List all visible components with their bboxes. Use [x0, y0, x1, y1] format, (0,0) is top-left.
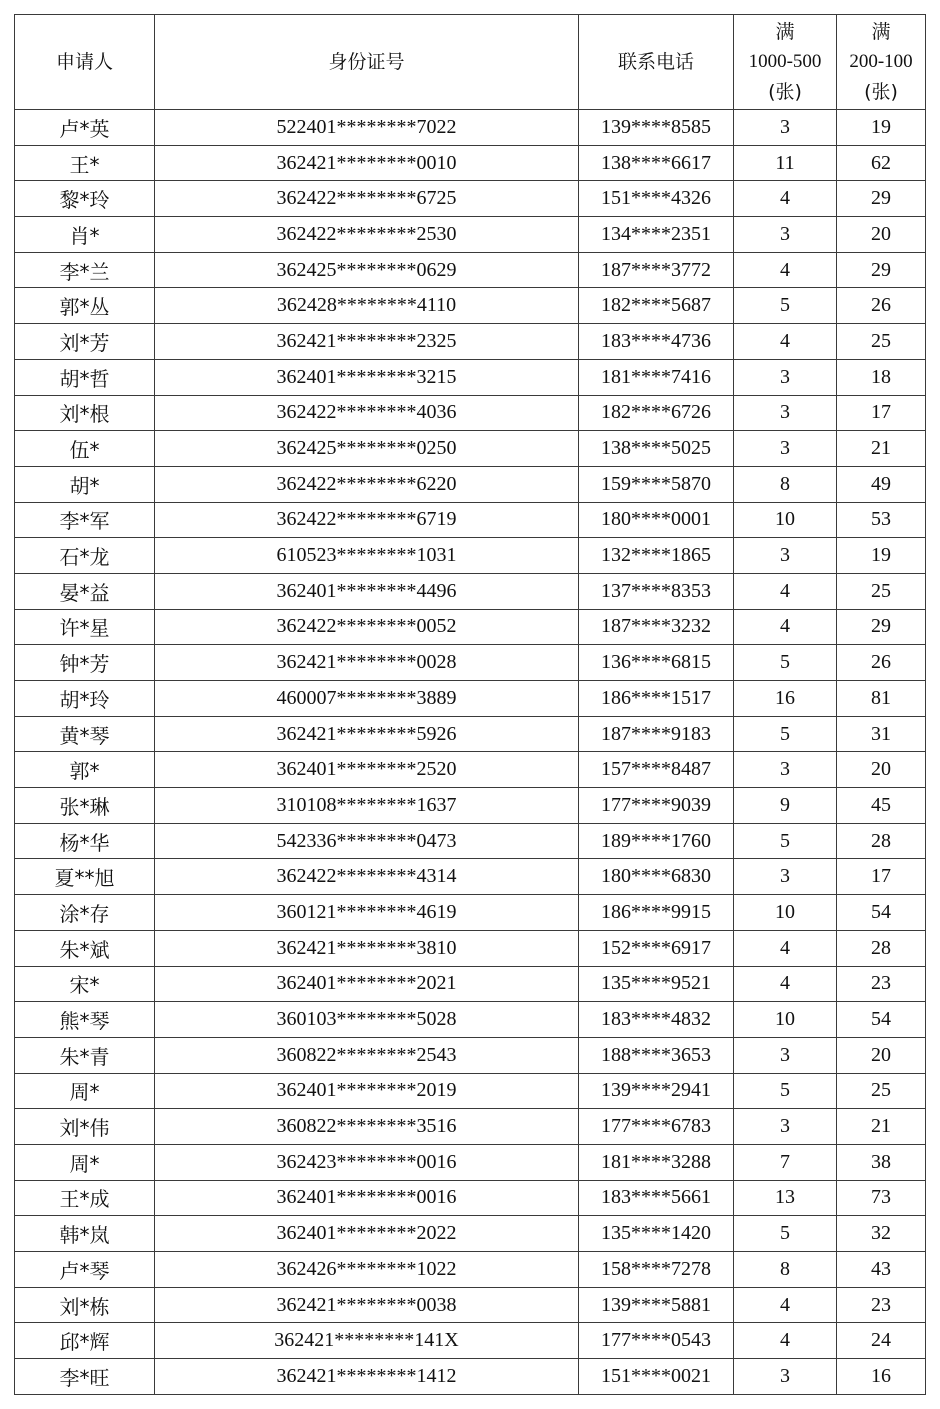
- phone-cell: 189****1760: [579, 823, 734, 859]
- coupon-1000-500-count-cell: 4: [734, 1287, 837, 1323]
- coupon-200-100-count-cell: 24: [837, 1323, 926, 1359]
- coupon-200-100-count-cell: 43: [837, 1252, 926, 1288]
- applicant-name-cell: 郭*丛: [15, 288, 155, 324]
- id-number-cell: 360103********5028: [155, 1002, 579, 1038]
- table-row: [15, 681, 926, 717]
- coupon-1000-500-count-cell: 9: [734, 788, 837, 824]
- coupon-1000-500-count-cell: 5: [734, 823, 837, 859]
- phone-cell: 180****0001: [579, 502, 734, 538]
- phone-cell: 187****9183: [579, 716, 734, 752]
- applicant-name-cell: 王*: [15, 145, 155, 181]
- id-number-cell: 362421********0010: [155, 145, 579, 181]
- id-number-cell: 362421********0028: [155, 645, 579, 681]
- coupon-200-100-count-cell: 31: [837, 716, 926, 752]
- id-number-cell: 362401********3215: [155, 359, 579, 395]
- applicant-name-cell: 朱*斌: [15, 930, 155, 966]
- coupon-200-100-count-cell: 45: [837, 788, 926, 824]
- table-row: [15, 609, 926, 645]
- coupon-1000-500-count-cell: 4: [734, 573, 837, 609]
- id-number-cell: 362422********6719: [155, 502, 579, 538]
- coupon-200-100-count-cell: 53: [837, 502, 926, 538]
- coupon-200-100-count-cell: 49: [837, 466, 926, 502]
- id-number-cell: 362401********2022: [155, 1216, 579, 1252]
- table-row: [15, 252, 926, 288]
- phone-cell: 135****1420: [579, 1216, 734, 1252]
- coupon-200-100-count-cell: 23: [837, 966, 926, 1002]
- table-row: [15, 181, 926, 217]
- applicant-name-cell: 刘*伟: [15, 1109, 155, 1145]
- coupon-200-100-count-cell: 81: [837, 681, 926, 717]
- applicant-name-cell: 李*军: [15, 502, 155, 538]
- table-row: [15, 573, 926, 609]
- table-row: [15, 502, 926, 538]
- id-number-cell: 362422********4036: [155, 395, 579, 431]
- phone-cell: 183****4736: [579, 324, 734, 360]
- applicant-name-cell: 胡*玲: [15, 681, 155, 717]
- phone-cell: 135****9521: [579, 966, 734, 1002]
- phone-cell: 151****4326: [579, 181, 734, 217]
- applicant-name-cell: 郭*: [15, 752, 155, 788]
- id-number-cell: 362422********0052: [155, 609, 579, 645]
- table-row: [15, 930, 926, 966]
- applicant-name-cell: 卢*琴: [15, 1252, 155, 1288]
- coupon-1000-500-count-cell: 8: [734, 1252, 837, 1288]
- table-row: [15, 1037, 926, 1073]
- table-row: [15, 288, 926, 324]
- phone-cell: 187****3232: [579, 609, 734, 645]
- coupon-1000-500-count-cell: 5: [734, 645, 837, 681]
- coupon-1000-500-count-cell: 4: [734, 609, 837, 645]
- id-number-cell: 362426********1022: [155, 1252, 579, 1288]
- phone-cell: 180****6830: [579, 859, 734, 895]
- id-number-cell: 362425********0250: [155, 431, 579, 467]
- coupon-200-100-count-cell: 73: [837, 1180, 926, 1216]
- id-number-cell: 362421********141X: [155, 1323, 579, 1359]
- coupon-1000-500-count-cell: 3: [734, 110, 837, 146]
- applicant-name-cell: 涂*存: [15, 895, 155, 931]
- id-number-cell: 360822********2543: [155, 1037, 579, 1073]
- phone-cell: 138****5025: [579, 431, 734, 467]
- id-number-cell: 522401********7022: [155, 110, 579, 146]
- coupon-200-100-count-cell: 19: [837, 110, 926, 146]
- id-number-cell: 362422********4314: [155, 859, 579, 895]
- id-number-cell: 362422********2530: [155, 217, 579, 253]
- table-row: [15, 1252, 926, 1288]
- applicant-name-cell: 杨*华: [15, 823, 155, 859]
- id-number-cell: 542336********0473: [155, 823, 579, 859]
- id-number-cell: 362401********2021: [155, 966, 579, 1002]
- applicant-name-cell: 宋*: [15, 966, 155, 1002]
- id-number-cell: 362425********0629: [155, 252, 579, 288]
- table-row: [15, 645, 926, 681]
- coupon-200-100-count-cell: 54: [837, 895, 926, 931]
- coupon-200-100-count-cell: 18: [837, 359, 926, 395]
- id-number-cell: 362401********4496: [155, 573, 579, 609]
- table-row: [15, 1287, 926, 1323]
- coupon-200-100-count-cell: 38: [837, 1144, 926, 1180]
- coupon-1000-500-count-cell: 10: [734, 502, 837, 538]
- header-coupon-200-100-line1: 满: [871, 21, 891, 43]
- header-row: [15, 15, 926, 110]
- coupon-1000-500-count-cell: 3: [734, 859, 837, 895]
- coupon-1000-500-count-cell: 3: [734, 752, 837, 788]
- coupon-1000-500-count-cell: 3: [734, 359, 837, 395]
- applicant-name-cell: 夏**旭: [15, 859, 155, 895]
- phone-cell: 182****6726: [579, 395, 734, 431]
- phone-cell: 158****7278: [579, 1252, 734, 1288]
- applicant-name-cell: 伍*: [15, 431, 155, 467]
- applicant-name-cell: 卢*英: [15, 110, 155, 146]
- id-number-cell: 310108********1637: [155, 788, 579, 824]
- coupon-1000-500-count-cell: 8: [734, 466, 837, 502]
- id-number-cell: 362421********3810: [155, 930, 579, 966]
- coupon-1000-500-count-cell: 10: [734, 895, 837, 931]
- coupon-200-100-count-cell: 29: [837, 252, 926, 288]
- table-row: [15, 1323, 926, 1359]
- applicant-name-cell: 刘*芳: [15, 324, 155, 360]
- coupon-1000-500-count-cell: 5: [734, 716, 837, 752]
- table-row: [15, 1002, 926, 1038]
- coupon-1000-500-count-cell: 5: [734, 288, 837, 324]
- coupon-200-100-count-cell: 25: [837, 324, 926, 360]
- header-coupon-200-100: [837, 15, 926, 110]
- coupon-1000-500-count-cell: 4: [734, 1323, 837, 1359]
- id-number-cell: 362421********2325: [155, 324, 579, 360]
- header-coupon-1000-500-line3: (张): [768, 81, 802, 103]
- coupon-200-100-count-cell: 21: [837, 1109, 926, 1145]
- header-coupon-1000-500-line1: 满: [775, 21, 795, 43]
- table-row: [15, 1073, 926, 1109]
- applicant-name-cell: 李*兰: [15, 252, 155, 288]
- id-number-cell: 362401********2520: [155, 752, 579, 788]
- phone-cell: 151****0021: [579, 1359, 734, 1395]
- applicant-name-cell: 石*龙: [15, 538, 155, 574]
- phone-cell: 137****8353: [579, 573, 734, 609]
- applicant-name-cell: 胡*哲: [15, 359, 155, 395]
- coupon-200-100-count-cell: 23: [837, 1287, 926, 1323]
- coupon-200-100-count-cell: 28: [837, 823, 926, 859]
- coupon-200-100-count-cell: 19: [837, 538, 926, 574]
- table-body: [15, 110, 926, 1395]
- phone-cell: 139****2941: [579, 1073, 734, 1109]
- applicant-name-cell: 李*旺: [15, 1359, 155, 1395]
- applicant-name-cell: 朱*青: [15, 1037, 155, 1073]
- coupon-200-100-count-cell: 20: [837, 1037, 926, 1073]
- header-phone: 联系电话: [579, 15, 734, 110]
- header-applicant: 申请人: [15, 15, 155, 110]
- coupon-200-100-count-cell: 17: [837, 395, 926, 431]
- id-number-cell: 460007********3889: [155, 681, 579, 717]
- table-row: [15, 1144, 926, 1180]
- phone-cell: 187****3772: [579, 252, 734, 288]
- coupon-1000-500-count-cell: 4: [734, 966, 837, 1002]
- phone-cell: 138****6617: [579, 145, 734, 181]
- coupon-200-100-count-cell: 54: [837, 1002, 926, 1038]
- table-row: [15, 431, 926, 467]
- table-row: [15, 1109, 926, 1145]
- applicant-name-cell: 周*: [15, 1073, 155, 1109]
- applicant-name-cell: 肖*: [15, 217, 155, 253]
- coupon-1000-500-count-cell: 5: [734, 1073, 837, 1109]
- table-row: [15, 859, 926, 895]
- applicant-name-cell: 钟*芳: [15, 645, 155, 681]
- applicant-name-cell: 韩*岚: [15, 1216, 155, 1252]
- table-row: [15, 217, 926, 253]
- coupon-applicant-table-container: [14, 14, 926, 1395]
- coupon-200-100-count-cell: 32: [837, 1216, 926, 1252]
- coupon-200-100-count-cell: 20: [837, 217, 926, 253]
- table-row: [15, 895, 926, 931]
- table-row: [15, 752, 926, 788]
- coupon-1000-500-count-cell: 4: [734, 252, 837, 288]
- coupon-200-100-count-cell: 29: [837, 609, 926, 645]
- coupon-1000-500-count-cell: 4: [734, 930, 837, 966]
- id-number-cell: 362423********0016: [155, 1144, 579, 1180]
- coupon-200-100-count-cell: 29: [837, 181, 926, 217]
- id-number-cell: 362421********0038: [155, 1287, 579, 1323]
- id-number-cell: 362422********6220: [155, 466, 579, 502]
- coupon-200-100-count-cell: 21: [837, 431, 926, 467]
- table-row: [15, 823, 926, 859]
- coupon-1000-500-count-cell: 13: [734, 1180, 837, 1216]
- table-row: [15, 1180, 926, 1216]
- table-row: [15, 145, 926, 181]
- applicant-name-cell: 刘*根: [15, 395, 155, 431]
- id-number-cell: 362401********0016: [155, 1180, 579, 1216]
- id-number-cell: 362421********5926: [155, 716, 579, 752]
- coupon-1000-500-count-cell: 3: [734, 1359, 837, 1395]
- header-coupon-1000-500-line2: 1000-500: [748, 51, 822, 72]
- table-row: [15, 788, 926, 824]
- header-coupon-1000-500: [734, 15, 837, 110]
- coupon-200-100-count-cell: 25: [837, 573, 926, 609]
- applicant-name-cell: 许*星: [15, 609, 155, 645]
- coupon-applicant-table: [14, 14, 926, 1395]
- coupon-200-100-count-cell: 26: [837, 645, 926, 681]
- coupon-1000-500-count-cell: 4: [734, 324, 837, 360]
- coupon-1000-500-count-cell: 3: [734, 1109, 837, 1145]
- table-row: [15, 395, 926, 431]
- phone-cell: 177****9039: [579, 788, 734, 824]
- phone-cell: 159****5870: [579, 466, 734, 502]
- coupon-200-100-count-cell: 17: [837, 859, 926, 895]
- phone-cell: 134****2351: [579, 217, 734, 253]
- applicant-name-cell: 熊*琴: [15, 1002, 155, 1038]
- coupon-1000-500-count-cell: 10: [734, 1002, 837, 1038]
- id-number-cell: 362421********1412: [155, 1359, 579, 1395]
- table-row: [15, 966, 926, 1002]
- phone-cell: 177****0543: [579, 1323, 734, 1359]
- coupon-1000-500-count-cell: 7: [734, 1144, 837, 1180]
- id-number-cell: 610523********1031: [155, 538, 579, 574]
- id-number-cell: 360121********4619: [155, 895, 579, 931]
- coupon-200-100-count-cell: 20: [837, 752, 926, 788]
- phone-cell: 136****6815: [579, 645, 734, 681]
- header-coupon-200-100-line3: (张): [864, 81, 898, 103]
- phone-cell: 188****3653: [579, 1037, 734, 1073]
- coupon-200-100-count-cell: 62: [837, 145, 926, 181]
- phone-cell: 182****5687: [579, 288, 734, 324]
- id-number-cell: 362422********6725: [155, 181, 579, 217]
- coupon-1000-500-count-cell: 3: [734, 1037, 837, 1073]
- phone-cell: 181****3288: [579, 1144, 734, 1180]
- table-row: [15, 359, 926, 395]
- applicant-name-cell: 黄*琴: [15, 716, 155, 752]
- table-header: [15, 15, 926, 110]
- coupon-1000-500-count-cell: 5: [734, 1216, 837, 1252]
- coupon-200-100-count-cell: 28: [837, 930, 926, 966]
- table-row: [15, 1216, 926, 1252]
- coupon-1000-500-count-cell: 11: [734, 145, 837, 181]
- coupon-200-100-count-cell: 16: [837, 1359, 926, 1395]
- phone-cell: 181****7416: [579, 359, 734, 395]
- phone-cell: 186****1517: [579, 681, 734, 717]
- table-row: [15, 110, 926, 146]
- coupon-200-100-count-cell: 25: [837, 1073, 926, 1109]
- coupon-1000-500-count-cell: 4: [734, 181, 837, 217]
- coupon-1000-500-count-cell: 16: [734, 681, 837, 717]
- applicant-name-cell: 张*琳: [15, 788, 155, 824]
- id-number-cell: 360822********3516: [155, 1109, 579, 1145]
- phone-cell: 183****5661: [579, 1180, 734, 1216]
- applicant-name-cell: 晏*益: [15, 573, 155, 609]
- header-id-number: 身份证号: [155, 15, 579, 110]
- phone-cell: 139****8585: [579, 110, 734, 146]
- coupon-1000-500-count-cell: 3: [734, 217, 837, 253]
- phone-cell: 139****5881: [579, 1287, 734, 1323]
- phone-cell: 183****4832: [579, 1002, 734, 1038]
- phone-cell: 177****6783: [579, 1109, 734, 1145]
- phone-cell: 186****9915: [579, 895, 734, 931]
- applicant-name-cell: 周*: [15, 1144, 155, 1180]
- phone-cell: 157****8487: [579, 752, 734, 788]
- phone-cell: 152****6917: [579, 930, 734, 966]
- table-row: [15, 538, 926, 574]
- table-row: [15, 324, 926, 360]
- applicant-name-cell: 王*成: [15, 1180, 155, 1216]
- table-row: [15, 716, 926, 752]
- applicant-name-cell: 黎*玲: [15, 181, 155, 217]
- coupon-200-100-count-cell: 26: [837, 288, 926, 324]
- table-row: [15, 466, 926, 502]
- header-coupon-200-100-line2: 200-100: [849, 51, 913, 72]
- phone-cell: 132****1865: [579, 538, 734, 574]
- coupon-1000-500-count-cell: 3: [734, 538, 837, 574]
- coupon-1000-500-count-cell: 3: [734, 431, 837, 467]
- coupon-1000-500-count-cell: 3: [734, 395, 837, 431]
- applicant-name-cell: 邱*辉: [15, 1323, 155, 1359]
- applicant-name-cell: 胡*: [15, 466, 155, 502]
- id-number-cell: 362428********4110: [155, 288, 579, 324]
- applicant-name-cell: 刘*栋: [15, 1287, 155, 1323]
- id-number-cell: 362401********2019: [155, 1073, 579, 1109]
- table-row: [15, 1359, 926, 1395]
